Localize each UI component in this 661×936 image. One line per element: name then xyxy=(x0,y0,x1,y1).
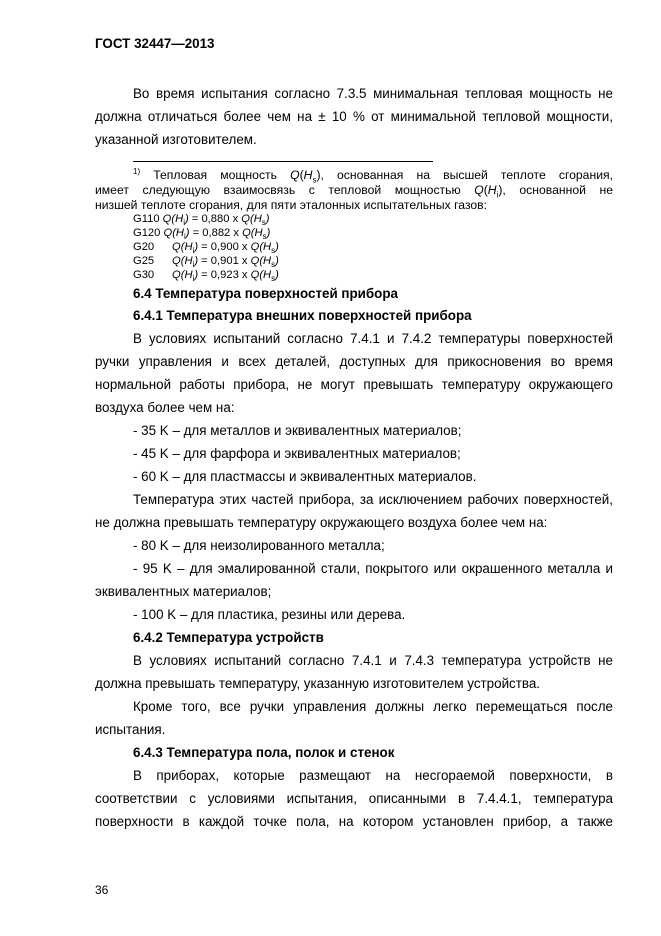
gas-row-g25: G25 $Q(H_i) = 0,901$ x $Q(H_s)$ xyxy=(133,255,279,270)
text-line: указанной изготовителем. xyxy=(95,132,257,147)
paragraph-line: испытания. xyxy=(95,722,166,737)
list-item: - 80 K – для неизолированного металла; xyxy=(133,538,385,553)
list-item: - 60 K – для пластмассы и эквивалентных материалов. xyxy=(133,469,477,484)
section-heading-6-4-2: 6.4.2 Температура устройств xyxy=(133,630,324,645)
paragraph-knobs: Кроме того, все ручки управления должны легко перемещаться после xyxy=(133,699,613,714)
list-item: - 100 K – для пластика, резины или дерева. xyxy=(133,607,406,622)
paragraph-line: воздуха более чем на: xyxy=(95,400,235,415)
paragraph-line: поверхности в каждой точке пола, на котором установлен прибор, а также xyxy=(95,814,613,829)
paragraph-line: нормальной работы прибора, не могут превышать температуру окружающего xyxy=(95,377,613,392)
paragraph-min-power-line2 xyxy=(95,105,613,128)
paragraph-line: не должна превышать температуру окружающего воздуха более чем на: xyxy=(95,515,548,530)
paragraph-floor-temperature: В приборах, которые размещают на несгораемой поверхности, в xyxy=(133,768,613,783)
footnote-separator xyxy=(133,161,433,162)
paragraph-min-power-line3 xyxy=(95,128,613,151)
section-heading-6-4-3: 6.4.3 Температура пола, полок и стенок xyxy=(133,745,395,760)
list-item: - 95 K – для эмалированной стали, покрытого или окрашенного металла и xyxy=(133,561,613,576)
list-item-continuation: эквивалентных материалов; xyxy=(95,584,272,599)
text-line: Во время испытания согласно 7.3.5 минимальная тепловая мощность не xyxy=(133,86,613,101)
paragraph-parts-temperature: Температура этих частей прибора, за исключением рабочих поверхностей, xyxy=(133,492,613,507)
section-heading-6-4-1: 6.4.1 Температура внешних поверхностей прибора xyxy=(133,308,472,323)
gas-row-g120: G120 $Q(H_i) = 0,882$ x $Q(H_s)$ xyxy=(133,227,271,242)
gas-row-g110: G110 $Q(H_i) = 0,880$ x $Q(H_s)$ xyxy=(133,213,270,228)
paragraph-line: должна превышать температуру, указанную изготовителем устройства. xyxy=(95,676,541,691)
footnote-line1: $^{1)}$ Тепловая мощность $Q(H_s)$, основанная на высшей теплоте сгорания, xyxy=(133,166,613,185)
list-item: - 45 K – для фарфора и эквивалентных материалов; xyxy=(133,446,461,461)
gas-row-g20: G20 $Q(H_i) = 0,900$ x $Q(H_s)$ xyxy=(133,241,279,256)
footnote-line2: имеет следующую взаимосвязь с тепловой мощностью $Q(H_i)$, основанной не xyxy=(95,183,613,200)
section-heading-6-4: 6.4 Температура поверхностей прибора xyxy=(133,286,398,301)
paragraph-min-power xyxy=(95,82,613,105)
list-item: - 35 K – для металлов и эквивалентных материалов; xyxy=(133,423,462,438)
text-line: должна отличаться более чем на ± 10 % от минимальной тепловой мощности, xyxy=(95,109,613,124)
footnote-line3: низшей теплоте сгорания, для пяти эталонных испытательных газов: xyxy=(95,198,488,212)
gas-row-g30: G30 $Q(H_i) = 0,923$ x $Q(H_s)$ xyxy=(133,269,279,284)
paragraph-device-temperature: В условиях испытаний согласно 7.4.1 и 7.4.3 температура устройств не xyxy=(133,653,613,668)
footnote-marker: 1) xyxy=(133,166,141,176)
page-number: 36 xyxy=(95,883,109,897)
paragraph-line: ручки управления и всех деталей, доступных для прикосновения во время xyxy=(95,354,613,369)
paragraph-line: соответствии с условиями испытания, описанными в 7.4.4.1, температура xyxy=(95,791,613,806)
document-header: ГОСТ 32447—2013 xyxy=(95,36,215,51)
paragraph-external-surfaces: В условиях испытаний согласно 7.4.1 и 7.4.2 температуры поверхностей xyxy=(133,331,613,346)
